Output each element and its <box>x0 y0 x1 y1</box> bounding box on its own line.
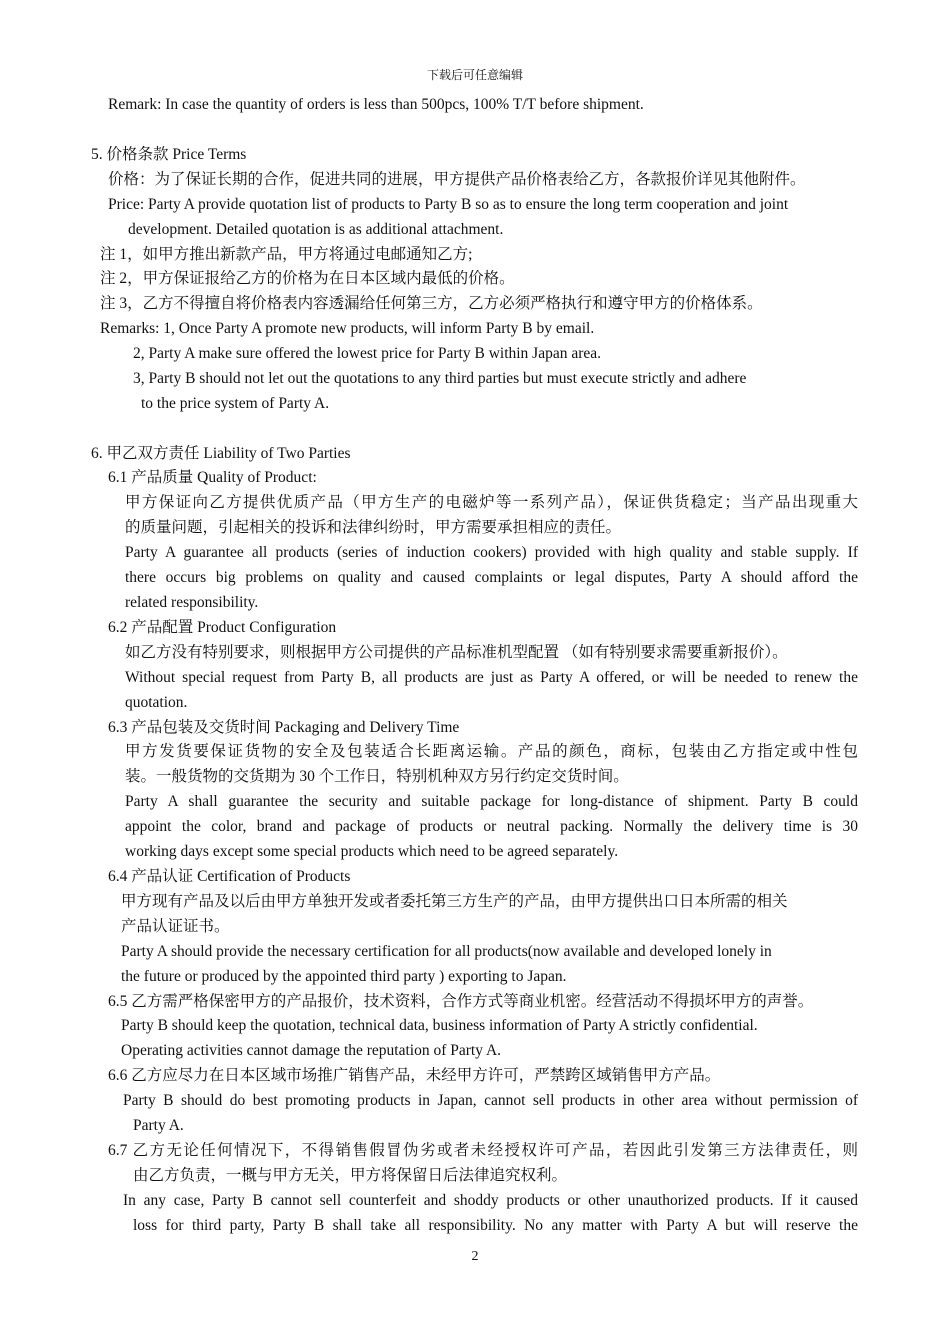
page-number: 2 <box>471 1249 479 1264</box>
section-6-5-en-2: Operating activities cannot damage the reputation of Party A. <box>121 1042 502 1059</box>
section-6-1-cn-1: 甲方保证向乙方提供优质产品（甲方生产的电磁炉等一系列产品），保证供货稳定；当产品出现重大 <box>125 494 858 511</box>
section-6-7-title: 6.7 乙方无论任何情况下，不得销售假冒伪劣或者未经授权许可产品，若因此引发第三方法律责任，则 <box>108 1142 858 1159</box>
section-6-1-en-1: Party A guarantee all products (series of induction cookers) provided with high quality and stable supply. If <box>125 544 858 561</box>
section-6-3-cn-2: 装。一般货物的交货期为 30 个工作日，特别机种双方另行约定交货时间。 <box>125 768 629 785</box>
section-6-3-en-1: Party A shall guarantee the security and suitable package for long-distance of shipment. Party B could <box>125 793 858 810</box>
section-6-1-en-2: there occurs big problems on quality and caused complaints or legal disputes, Party A should afford the <box>125 569 858 586</box>
section-5-remarks-3b: to the price system of Party A. <box>141 395 330 412</box>
section-6-5-en-1: Party B should keep the quotation, technical data, business information of Party A strictly confidential. <box>121 1017 758 1034</box>
section-5-remarks-3a: 3, Party B should not let out the quotations to any third parties but must execute strictly and adhere <box>133 370 747 387</box>
section-6-7-cn-2: 由乙方负责，一概与甲方无关，甲方将保留日后法律追究权利。 <box>133 1167 568 1184</box>
section-6-title: 6. 甲乙双方责任 Liability of Two Parties <box>91 445 351 462</box>
section-6-4-en-1: Party A should provide the necessary certification for all products(now available and developed lonely in <box>121 943 772 960</box>
section-5-note-2: 注 2，甲方保证报给乙方的价格为在日本区域内最低的价格。 <box>100 270 515 287</box>
section-6-4-title: 6.4 产品认证 Certification of Products <box>108 868 351 885</box>
section-5-note-1: 注 1，如甲方推出新款产品，甲方将通过电邮通知乙方; <box>100 246 473 263</box>
section-5-price-cn: 价格：为了保证长期的合作，促进共同的进展，甲方提供产品价格表给乙方，各款报价详见其他附件。 <box>108 171 806 188</box>
section-5-price-en-2: development. Detailed quotation is as additional attachment. <box>128 221 504 238</box>
section-6-2-en-1: Without special request from Party B, all products are just as Party A offered, or will be needed to renew the <box>125 669 858 686</box>
section-6-2-title: 6.2 产品配置 Product Configuration <box>108 619 337 636</box>
section-5-title: 5. 价格条款 Price Terms <box>91 146 247 163</box>
section-6-1-en-3: related responsibility. <box>125 594 259 611</box>
section-5-remarks-1: Remarks: 1, Once Party A promote new products, will inform Party B by email. <box>100 320 595 337</box>
section-5-price-en-1: Price: Party A provide quotation list of products to Party B so as to ensure the long term cooperation and joint <box>108 196 789 213</box>
section-6-3-title: 6.3 产品包装及交货时间 Packaging and Delivery Time <box>108 719 460 736</box>
page-header: 下载后可任意编辑 <box>426 68 523 82</box>
section-5-remarks-2: 2, Party A make sure offered the lowest price for Party B within Japan area. <box>133 345 602 362</box>
section-6-7-en-1: In any case, Party B cannot sell counterfeit and shoddy products or other unauthorized products. If it caused <box>123 1192 858 1209</box>
section-6-2-en-2: quotation. <box>125 694 188 711</box>
section-6-4-cn-1: 甲方现有产品及以后由甲方单独开发或者委托第三方生产的产品，由甲方提供出口日本所需的相关 <box>121 893 788 910</box>
section-6-6-title: 6.6 乙方应尽力在日本区域市场推广销售产品，未经甲方许可，严禁跨区域销售甲方产品。 <box>108 1067 721 1084</box>
section-6-4-cn-2: 产品认证证书。 <box>121 918 230 935</box>
section-6-4-en-2: the future or produced by the appointed third party ) exporting to Japan. <box>121 968 567 985</box>
section-6-1-title: 6.1 产品质量 Quality of Product: <box>108 469 317 486</box>
section-5-note-3: 注 3，乙方不得擅自将价格表内容透漏给任何第三方，乙方必须严格执行和遵守甲方的价格体系。 <box>100 295 763 312</box>
section-6-6-en-2: Party A. <box>133 1117 184 1134</box>
section-6-3-en-3: working days except some special products which need to be agreed separately. <box>125 843 619 860</box>
section-6-2-cn-1: 如乙方没有特别要求，则根据甲方公司提供的产品标准机型配置 （如有特别要求需要重新报价）。 <box>125 644 788 661</box>
remark-shipment: Remark: In case the quantity of orders is less than 500pcs, 100% T/T before shipment. <box>108 96 644 113</box>
section-6-1-cn-2: 的质量问题，引起相关的投诉和法律纠纷时，甲方需要承担相应的责任。 <box>125 519 622 536</box>
section-6-3-cn-1: 甲方发货要保证货物的安全及包装适合长距离运输。产品的颜色，商标，包装由乙方指定或中性包 <box>125 743 858 760</box>
section-6-7-en-2: loss for third party, Party B shall take all responsibility. No any matter with Party A but will reserve the <box>133 1217 858 1234</box>
section-6-3-en-2: appoint the color, brand and package of products or neutral packing. Normally the delivery time is 30 <box>125 818 858 835</box>
section-6-5-title: 6.5 乙方需严格保密甲方的产品报价，技术资料，合作方式等商业机密。经营活动不得损坏甲方的声誉。 <box>108 993 814 1010</box>
section-6-6-en-1: Party B should do best promoting products in Japan, cannot sell products in other area without permission of <box>123 1092 858 1109</box>
